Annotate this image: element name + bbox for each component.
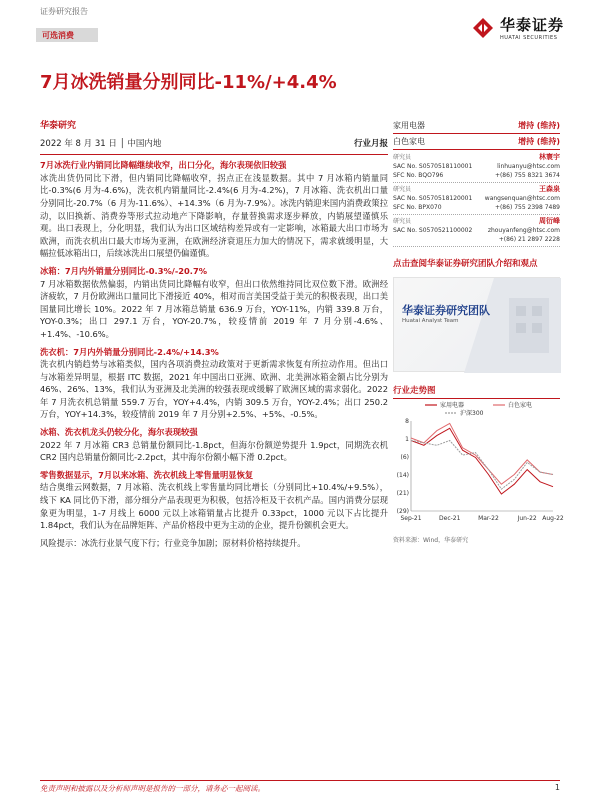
analyst-name: 王森泉 — [539, 185, 560, 193]
promo-bg-graphic — [394, 278, 561, 373]
analyst-sfc: SFC No. BPX070 — [393, 204, 442, 211]
analyst-email[interactable]: wangsenquan@htsc.com — [484, 195, 560, 202]
main-content — [40, 120, 388, 549]
promo-link[interactable]: 点击查阅华泰证券研究团队介绍和观点 — [393, 259, 538, 269]
rating-note: (维持) — [536, 137, 560, 146]
analyst-email[interactable]: zhouyanfeng@htsc.com — [487, 227, 560, 234]
trend-chart — [393, 399, 564, 529]
x-tick-label: Dec-21 — [439, 515, 461, 522]
rating-note: (维持) — [536, 121, 560, 130]
rating-value: 增持 — [518, 137, 535, 146]
doc-type-label: 证券研究报告 — [40, 7, 88, 16]
chart-title: 行业走势图 — [393, 384, 560, 399]
section-body: 7 月冰箱数据依然偏弱，内销出货同比降幅有收窄，但出口依然维持同比双位数下滑。欧洲经济疲软，7 月份欧洲出口量同比下滑接近 40%，相对而言美国受益于美元的积极表现，出口美国量同比增长 10%。2022 年 7 月冰箱总销量 636.9 万台，YOY-11%，内销 339.8 万台，YOY-0.3%；出口 297.1 万台，YOY-20.7%，较疫情前 2019 年 7 月分别-4.6%、+1.4%、-10.6%。 — [40, 278, 388, 339]
analyst-role: 研究员 — [393, 186, 412, 193]
footer-divider — [40, 780, 560, 781]
page-number: 1 — [554, 783, 560, 792]
sidebar — [393, 118, 564, 544]
section-title: 零售数据显示，7月以来冰箱、洗衣机线上零售量明显恢复 — [40, 469, 254, 480]
analyst-sac: SAC No. S0570518110001 — [393, 163, 473, 170]
rating-box — [393, 118, 560, 150]
series-line-1 — [411, 428, 553, 494]
analyst-sac: SAC No. S0570518120001 — [393, 195, 473, 202]
section-body: 冰洗出货仍同比下滑，但内销同比降幅收窄，拐点正在浅显数据。其中 7 月冰箱内销量同比-0.3%(6 月为-4.6%)，洗衣机内销量同比-2.4%(6 月为-4.2%)，7 月冰箱、洗衣机出口量分别同比-20.7%（6 月为-11.6%）、+14.3%（6 月为-7.9%）。冰洗内销迎来国内消费政策拉动，以旧换新、消费券等形式拉动地产下降影响，存量替换需求逐步释放，内销展望谨慎乐观。出口表现上，分化明显，我们认为出口区域结构差异或有一定影响，冰箱最大出口市场为欧洲，而洗衣机出口最大市场为亚洲，在欧洲经济衰退压力加大的情况下，需求就缓明显，大幅拉低冰箱出口，后续冰洗出口展望仍偏谨慎。 — [40, 172, 388, 259]
analyst-name: 林寰宇 — [539, 153, 560, 161]
y-tick-label: (14) — [396, 472, 409, 479]
huatai-logo-icon — [472, 17, 494, 39]
analyst-block — [393, 153, 560, 247]
series-line-2 — [411, 423, 553, 484]
y-tick-label: (21) — [396, 490, 409, 497]
y-tick-label: 1 — [405, 436, 409, 443]
x-tick-label: Jun-22 — [517, 515, 537, 522]
analyst-phone: +(86) 21 2897 2228 — [498, 236, 560, 243]
y-tick-label: 8 — [405, 418, 409, 425]
team-promo-image[interactable] — [393, 277, 560, 372]
analyst-email[interactable]: linhuanyu@htsc.com — [497, 163, 560, 170]
rating-value: 增持 — [518, 121, 535, 130]
industry-name: 白色家电 — [393, 137, 425, 146]
analyst-sac: SAC No. S0570521100002 — [393, 227, 473, 234]
rating-row — [393, 118, 560, 134]
section-body: 结合奥维云网数据，7 月冰箱、洗衣机线上零售量均同比增长（分别同比+10.4%/+9.5%），线下 KA 同比仍下滑，部分细分产品表现更为积极，包括冷柜及干衣机产品。国内消费分层现象更为明显，1-7 月线上 6000 元以上冰箱销量占比提升 0.33pct，1000 元以下占比提升 1.84pct，我们认为在品牌矩阵、产品价格段中更为主动的企业，提升份额机会更大。 — [40, 482, 388, 531]
risk-warning: 风险提示：冰洗行业景气度下行；行业竞争加剧；原材料价格持续提升。 — [40, 537, 306, 548]
industry-name: 家用电器 — [393, 121, 425, 130]
x-tick-label: Aug-22 — [542, 515, 564, 522]
report-title: 7月冰洗销量分别同比-11%/+4.4% — [40, 72, 337, 93]
section-body: 2022 年 7 月冰箱 CR3 总销量份额同比-1.8pct，但海尔份额逆势提升 1.9pct，同期洗衣机 CR2 国内总销量份额同比-2.2pct，其中海尔份额小幅下滑 0.2pct。 — [40, 439, 388, 463]
section-title: 7月冰洗行业内销同比降幅继续收窄，出口分化，海尔表现依旧较强 — [40, 160, 287, 171]
y-tick-label: (6) — [400, 454, 409, 461]
promo-team-cn: 华泰证券研究团队 — [402, 304, 490, 317]
analyst-name: 周衍峰 — [539, 217, 560, 225]
legend-label: 沪深300 — [460, 410, 484, 417]
date-region: 2022 年 8 月 31 日 │ 中国内地 — [40, 138, 162, 149]
section-tag: 可选消费 — [36, 28, 98, 42]
promo-team-en: Huatai Analyst Team — [402, 318, 459, 324]
author-label: 华泰研究 — [40, 121, 77, 131]
report-type: 行业月报 — [353, 138, 388, 149]
analyst-role: 研究员 — [393, 154, 412, 161]
footer-disclaimer: 免责声明和披露以及分析师声明是报告的一部分，请务必一起阅读。 — [40, 784, 265, 793]
section-title: 洗衣机：7月内外销量分别同比-2.4%/+14.3% — [40, 346, 219, 357]
y-tick-label: (29) — [396, 508, 409, 515]
section-body: 洗衣机内销趋势与冰箱类似，国内各项消费拉动政策对于更新需求恢复有所拉动作用。但出口与冰箱差异明显，根据 ITC 数据，2021 年中国出口亚洲、欧洲、北美洲冰箱金额占比分别为 46%、26%、13%，我们认为亚洲及北美洲的较强表现或缓解了欧洲区域的需求弱化。2022 年 7 月洗衣机总销量 559.7 万台，YOY+4.4%，内销 309.5 万台，YOY-2.4%；出口 250.2 万台，YOY+14.3%，较疫情前 2019 年 7 月分别+2.5%、+5%、-0.5%。 — [40, 359, 388, 420]
report-meta — [40, 138, 388, 151]
divider — [40, 154, 388, 155]
legend-label: 家用电器 — [440, 402, 465, 409]
x-tick-label: Sep-21 — [400, 515, 422, 522]
x-tick-label: Mar-22 — [478, 515, 499, 522]
chart-source: 资料来源：Wind，华泰研究 — [393, 537, 469, 544]
section-title: 冰箱：7月内外销量分别同比-0.3%/-20.7% — [40, 265, 208, 276]
brand-logo — [472, 14, 564, 41]
section-title: 冰箱、洗衣机龙头仍较分化，海尔表现较强 — [40, 427, 198, 438]
brand-name-cn: 华泰证券 — [499, 16, 564, 34]
brand-name-en: HUATAI SECURITIES — [499, 35, 558, 41]
analyst-sfc: SFC No. BQO796 — [393, 172, 444, 179]
analyst-role: 研究员 — [393, 218, 412, 225]
analyst-phone: +(86) 755 2398 7489 — [494, 204, 560, 211]
analyst-phone: +(86) 755 8321 3674 — [494, 172, 560, 179]
legend-label: 白色家电 — [508, 402, 533, 409]
rating-row — [393, 134, 560, 150]
